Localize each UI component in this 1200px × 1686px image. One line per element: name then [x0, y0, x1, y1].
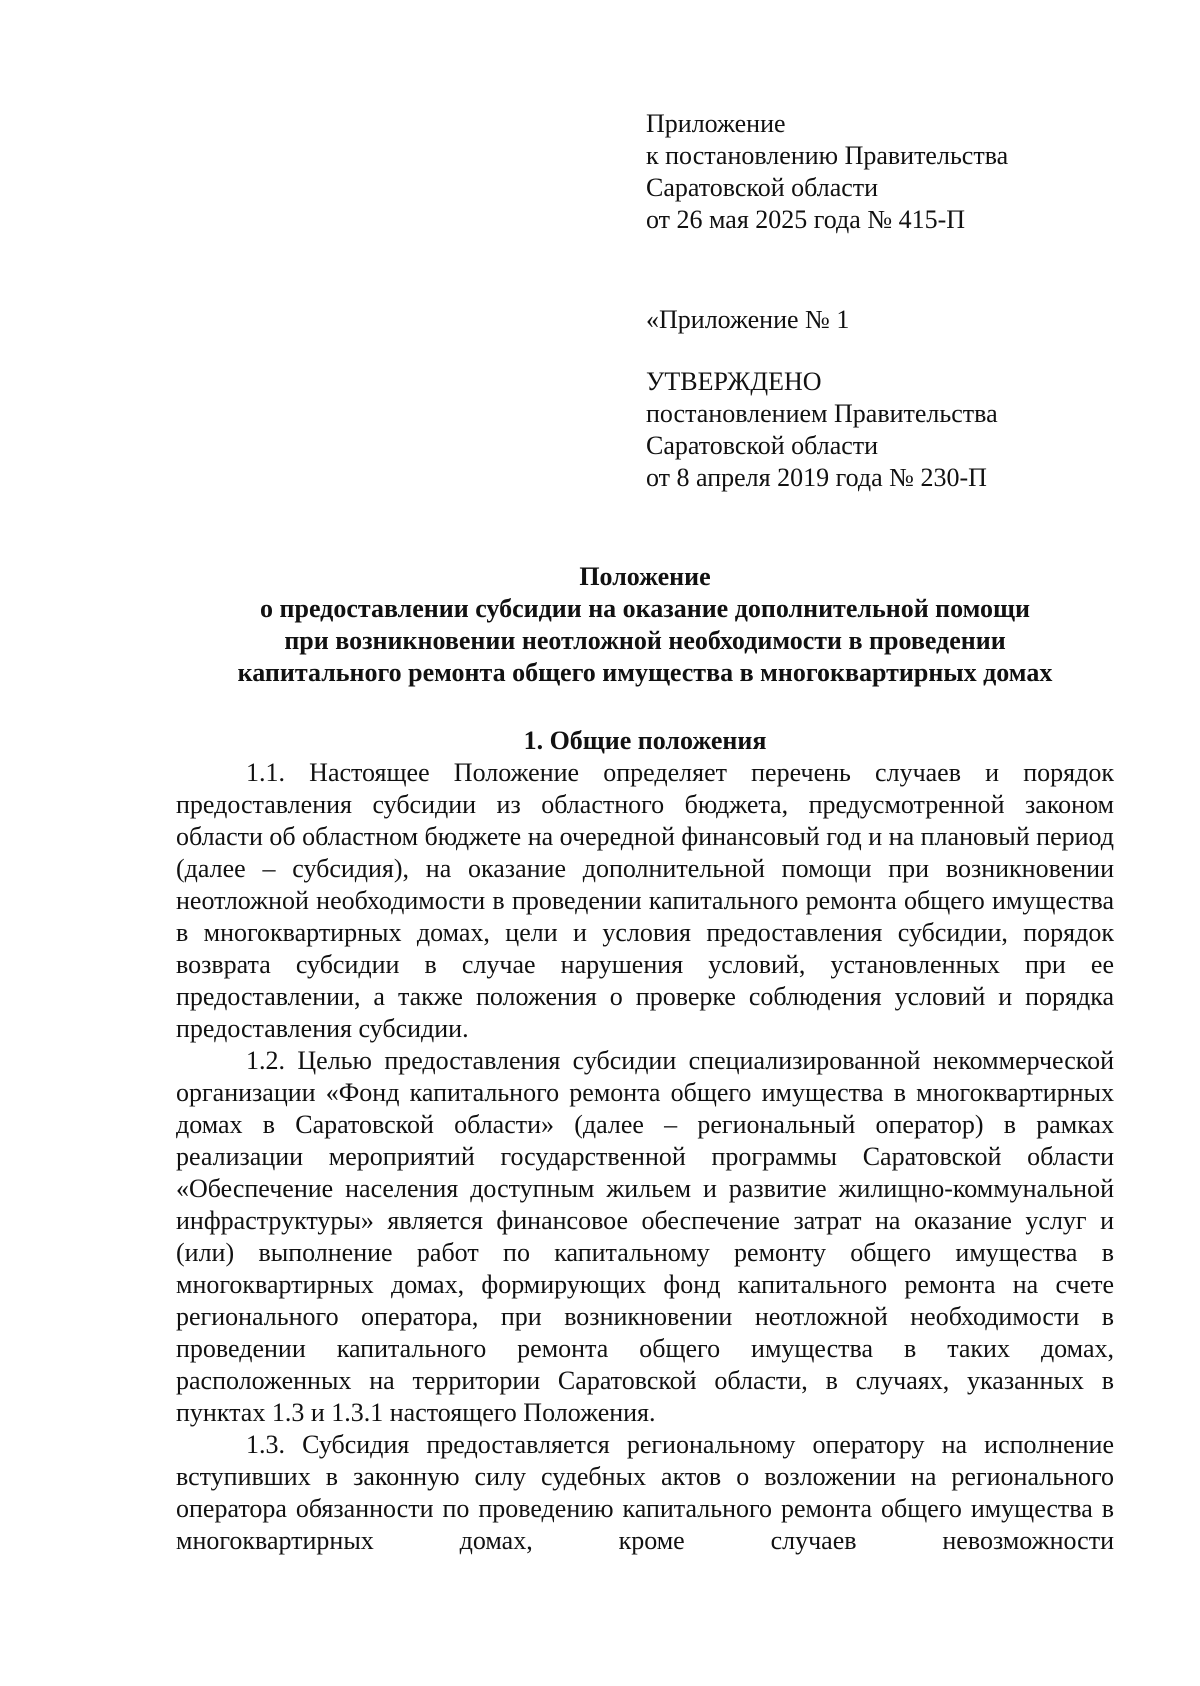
appendix-label: Приложение [646, 109, 786, 138]
appendix-region: Саратовской области [646, 173, 879, 202]
section-heading: 1. Общие положения [523, 726, 767, 755]
approved-region: Саратовской области [646, 431, 879, 460]
title-line-3: при возникновении неотложной необходимости в проведении [284, 626, 1006, 655]
approved-date-number: от 8 апреля 2019 года № 230-П [646, 463, 987, 492]
paragraph-1-2: 1.2. Целью предоставления субсидии специализированной некоммерческой организации «Фонд капитального ремонта общего имущества в многоквартирных домах в Саратовской области» (далее – региональный оператор) в рамках реализации мероприятий государственной программы Саратовской области «Обеспечение населения доступным жильем и развитие жилищно-коммунальной инфраструктуры» является финансовое обеспечение затрат на оказание услуг и (или) выполнение работ по капитальному ремонту общего имущества в многоквартирных домах, формирующих фонд капитального ремонта на счете регионального оператора, при возникновении неотложной необходимости в проведении капитального ремонта общего имущества в таких домах, расположенных на территории Саратовской области, в случаях, указанных в пунктах 1.3 и 1.3.1 настоящего Положения. [176, 1046, 1114, 1427]
title-line-1: Положение [579, 562, 711, 591]
approval-stamp [646, 366, 1166, 494]
title-line-4: капитального ремонта общего имущества в многоквартирных домах [237, 658, 1053, 687]
approved-label: УТВЕРЖДЕНО [646, 367, 822, 396]
document-body [176, 757, 1114, 1557]
paragraph-1-3: 1.3. Субсидия предоставляется региональному оператору на исполнение вступивших в законную силу судебных актов о возложении на регионального оператора обязанности по проведению капитального ремонта общего имущества в многоквартирных домах, кроме случаев невозможности [176, 1430, 1114, 1555]
appendix-reference: к постановлению Правительства [646, 141, 1009, 170]
previous-appendix-label: «Приложение № 1 [646, 305, 850, 334]
appendix-date-number: от 26 мая 2025 года № 415-П [646, 205, 966, 234]
paragraph-1-1: 1.1. Настоящее Положение определяет перечень случаев и порядок предоставления субсидии из областного бюджета, предусмотренной законом области об областном бюджете на очередной финансовый год и на плановый период (далее – субсидия), на оказание дополнительной помощи при возникновении неотложной необходимости в проведении капитального ремонта общего имущества в многоквартирных домах, цели и условия предоставления субсидии, порядок возврата субсидии в случае нарушения условий, установленных при ее предоставлении, а также положения о проверке соблюдения условий и порядка предоставления субсидии. [176, 758, 1114, 1043]
document-title [176, 561, 1114, 689]
title-line-2: о предоставлении субсидии на оказание дополнительной помощи [260, 594, 1030, 623]
approved-by: постановлением Правительства [646, 399, 998, 428]
appendix-header [646, 108, 1166, 236]
previous-appendix-header [646, 304, 1166, 336]
